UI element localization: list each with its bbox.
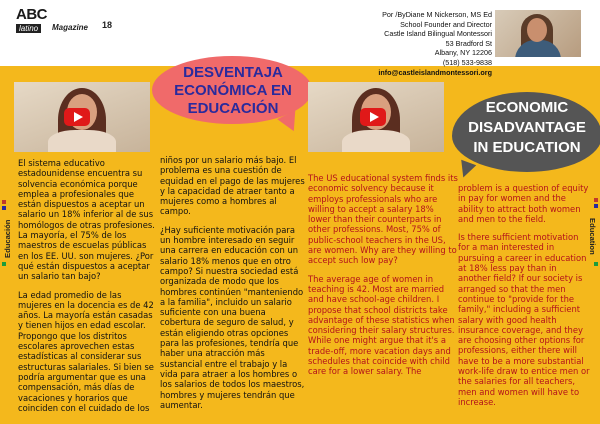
byline-street: 53 Bradford St [445,38,492,48]
byline-role: School Founder and Director [400,19,492,29]
logo-abc: ABC [16,6,47,23]
english-column-2 [458,183,592,415]
spanish-title-bubble [152,56,312,124]
paragraph: The US educational system finds its economic solvency because it employs professionals who are willing to accept a salary 18% lower than their counterparts in other professions. Most, 75% of public-school teachers in the US, are women. Why are they willing to accept such low pay? [308,173,458,266]
decorative-square [594,204,598,208]
byline-author: Por /ByDiane M Nickerson, MS Ed [382,10,492,19]
byline-phone: (518) 533-9838 [442,57,492,67]
paragraph: El sistema educativo estadounidense encuentra su solvencia económica porque emplea a profesionales que están dispuestos a aceptar un salario un 18% inferior al de sus homólogos de otras profesiones. La mayoría, el 75% de los maestros de escuelas públicas en los EE. UU. son mujeres. ¿Por qué están dispuestos a aceptar un salario tan bajo? [18,158,155,282]
side-label-english: Education [588,218,597,255]
paragraph: La edad promedio de las mujeres en la docencia es de 42 años. La mayoría están casadas y tienen hijos en edad escolar. Propongo que los distritos escolares aprovechen estas estadísticas al considerar sus estructuras salariales. Si bien se podría argumentar que es una compensación, más días de vacaciones y horarios que coinciden con el cuidado de los [18,289,154,413]
youtube-play-icon[interactable] [64,108,90,126]
author-byline [358,10,492,77]
author-photo [495,10,581,57]
paragraph: ¿Hay suficiente motivación para un hombre interesado en seguir una carrera en educación con un salario 18% menos que en otro campo? Si nuestra sociedad está organizada de modo que los hombres continúen "manteniendo a la familia", incluido un salario suficiente con una buena cobertura de seguro de salud, y están eligiendo otras opciones para las profesiones, tendría que haber una atracción más sustancial entre el trabajo y la vida para atraer a los hombres o los salarios de todos los maestros, hombres y mujeres tendrán que aumentar. [160,224,305,410]
paragraph: The average age of women in teaching is 42. Most are married and have school-age children. I propose that school districts take advantage of these statistics when considering their salary structures. While one might argue that it's a trade-off, more vacation days and schedules that coincide with child care for a lower salary. The [308,273,455,377]
paragraph: Is there sufficient motivation for a man interested in pursuing a career in education at 18% less pay than in another field? If our society is arranged so that the men continue to "provide for the family," including a sufficient salary with good health insurance coverage, and they are choosing other options for professions, either there will have to be a more substantial work-life draw to entice men or the salaries for all teachers, men and women will have to increase. [458,232,590,407]
decorative-square [594,262,598,266]
spanish-column-1 [18,158,156,421]
byline-school: Castle Island Bilingual Montessori [384,29,492,39]
video-thumbnail-spanish[interactable] [14,82,150,152]
byline-city: Albany, NY 12206 [434,48,492,58]
issue-number: 18 [102,20,113,30]
logo-magazine: Magazine [52,23,89,32]
spanish-column-2 [160,155,305,418]
magazine-logo [16,6,113,33]
decorative-square [2,206,6,210]
paragraph: problem is a question of equity in pay for women and the ability to attract both women and men to the field. [458,183,589,224]
decorative-square [594,198,598,202]
video-thumbnail-english[interactable] [308,82,444,152]
english-title: ECONOMIC DISADVANTAGE IN EDUCATION [468,99,586,156]
logo-latino: latino [16,24,41,33]
english-column-1 [308,173,458,385]
spanish-title: DESVENTAJA ECONÓMICA EN EDUCACIÓN [174,64,292,117]
decorative-square [2,200,6,204]
youtube-play-icon[interactable] [360,108,386,126]
side-label-spanish: Educación [3,219,12,258]
english-title-bubble [452,92,600,172]
decorative-square [2,262,6,266]
byline-email[interactable]: info@castleislandmontessori.org [378,67,492,77]
paragraph: niños por un salario más bajo. El problema es una cuestión de equidad en el pago de las mujeres y la capacidad de atraer tanto a mujeres como a hombres al campo. [160,155,305,217]
